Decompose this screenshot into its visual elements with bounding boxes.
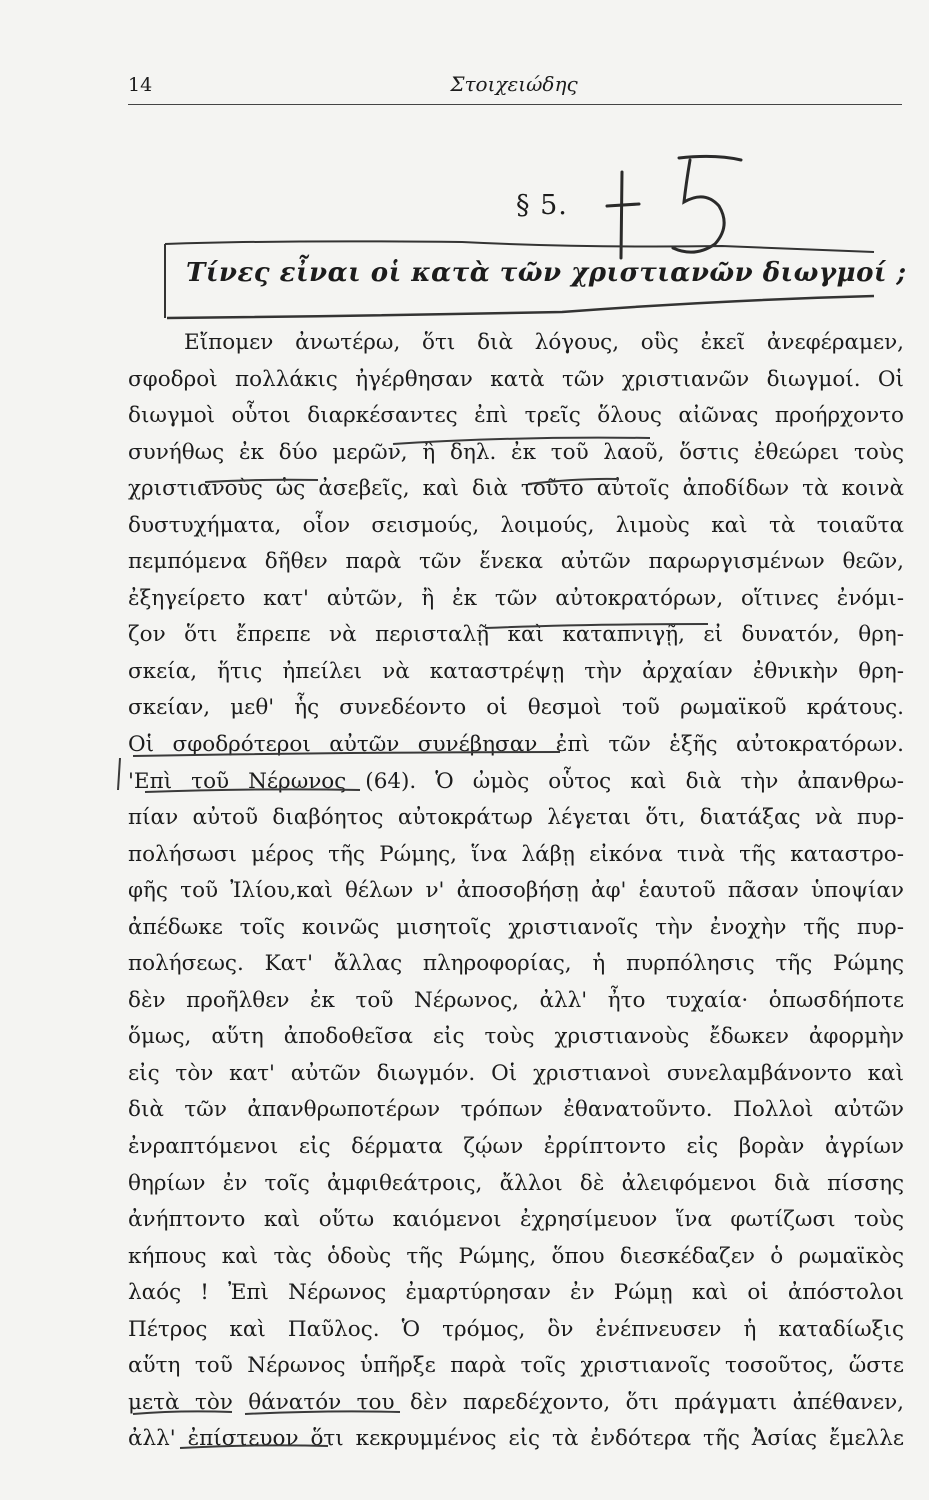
text-line: λαός ! Ἐπὶ Νέρωνος ἐμαρτύρησαν ἐν Ρώμῃ καὶ οἱ ἀπόστολοι bbox=[128, 1280, 904, 1306]
margin-mark bbox=[118, 758, 120, 790]
text-line: Οἱ σφοδρότεροι αὐτῶν συνέβησαν ἐπὶ τῶν ἑξῆς αὐτοκρατόρων. bbox=[128, 732, 904, 758]
text-line: ἀλλ' ἐπίστευον ὅτι κεκρυμμένος εἰς τὰ ἐνδότερα τῆς Ἀσίας ἔμελλε bbox=[128, 1426, 904, 1452]
text-line: πίαν αὐτοῦ διαβόητος αὐτοκράτωρ λέγεται ὅτι, διατάξας νὰ πυρ- bbox=[128, 805, 904, 831]
text-line: συνήθως ἐκ δύο μερῶν, ἢ δηλ. ἐκ τοῦ λαοῦ, ὅστις ἐθεώρει τοὺς bbox=[128, 439, 904, 465]
text-line: πολήσεως. Κατ' ἄλλας πληροφορίας, ἡ πυρπόλησις τῆς Ρώμης bbox=[128, 951, 904, 977]
text-line: φῆς τοῦ Ἰλίου,καὶ θέλων ν' ἀποσοβήσῃ ἀφ' ἑαυτοῦ πᾶσαν ὑποψίαν bbox=[128, 878, 904, 904]
text-line: μετὰ τὸν θάνατόν του δὲν παρεδέχοντο, ὅτι πράγματι ἀπέθανεν, bbox=[128, 1389, 904, 1415]
page-header bbox=[128, 70, 900, 104]
text-line: ὅμως, αὕτη ἀποδοθεῖσα εἰς τοὺς χριστιανοὺς ἔδωκεν ἀφορμὴν bbox=[128, 1024, 904, 1050]
section-number: § 5. bbox=[516, 190, 568, 221]
text-line: ἀνήπτοντο καὶ οὕτω καιόμενοι ἐχρησίμευον ἵνα φωτίζωσι τοὺς bbox=[128, 1207, 904, 1233]
text-line: σκεία, ἥτις ἠπείλει νὰ καταστρέψῃ τὴν ἀρχαίαν ἐθνικὴν θρη- bbox=[128, 658, 904, 684]
text-line: διωγμοὶ οὗτοι διαρκέσαντες ἐπὶ τρεῖς ὅλους αἰῶνας προήρχοντο bbox=[128, 403, 904, 429]
text-line: πολήσωσι μέρος τῆς Ρώμης, ἵνα λάβῃ εἰκόνα τινὰ τῆς καταστρο- bbox=[128, 841, 904, 867]
text-line: ἀπέδωκε τοῖς κοινῶς μισητοῖς χριστιανοῖς τὴν ἐνοχὴν τῆς πυρ- bbox=[128, 914, 904, 940]
text-line: διὰ τῶν ἀπανθρωποτέρων τρόπων ἐθανατοῦντο. Πολλοὶ αὐτῶν bbox=[128, 1097, 904, 1123]
header-rule bbox=[128, 104, 902, 105]
text-line: ἐξηγείρετο κατ' αὐτῶν, ἢ ἐκ τῶν αὐτοκρατόρων, οἵτινες ἐνόμι- bbox=[128, 585, 904, 611]
text-line: ἐνραπτόμενοι εἰς δέρματα ζῴων ἐρρίπτοντο εἰς βορὰν ἀγρίων bbox=[128, 1134, 904, 1160]
text-line: σκείαν, μεθ' ἧς συνεδέοντο οἱ θεσμοὶ τοῦ ρωμαϊκοῦ κράτους. bbox=[128, 695, 904, 721]
text-line: Πέτρος καὶ Παῦλος. Ὁ τρόμος, ὃν ἐνέπνευσεν ἡ καταδίωξις bbox=[128, 1316, 904, 1342]
text-line: δυστυχήματα, οἷον σεισμούς, λοιμούς, λιμοὺς καὶ τὰ τοιαῦτα bbox=[128, 512, 904, 538]
running-title: Στοιχειώδης bbox=[450, 72, 578, 96]
text-line: Εἴπομεν ἀνωτέρω, ὅτι διὰ λόγους, οὓς ἐκεῖ ἀνεφέραμεν, bbox=[184, 330, 904, 355]
text-line: δὲν προῆλθεν ἐκ τοῦ Νέρωνος, ἀλλ' ἦτο τυχαία· ὁπωσδήποτε bbox=[128, 987, 904, 1013]
text-line: 'Επὶ τοῦ Νέρωνος (64). Ὁ ὠμὸς οὗτος καὶ διὰ τὴν ἀπανθρω- bbox=[128, 768, 904, 794]
text-line: πεμπόμενα δῆθεν παρὰ τῶν ἕνεκα αὐτῶν παρωργισμένων θεῶν, bbox=[128, 549, 904, 575]
body-text bbox=[128, 325, 904, 1458]
section-title: Τίνες εἶναι οἱ κατὰ τῶν χριστιανῶν διωγμοί ; bbox=[186, 258, 907, 288]
page-number: 14 bbox=[128, 74, 153, 96]
text-line: κήπους καὶ τὰς ὁδοὺς τῆς Ρώμης, ὅπου διεσκέδαζεν ὁ ρωμαϊκὸς bbox=[128, 1243, 904, 1269]
text-line: αὕτη τοῦ Νέρωνος ὑπῆρξε παρὰ τοῖς χριστιανοῖς τοσοῦτος, ὥστε bbox=[128, 1353, 904, 1379]
text-line: εἰς τὸν κατ' αὐτῶν διωγμόν. Οἱ χριστιανοὶ συνελαμβάνοντο καὶ bbox=[128, 1060, 904, 1086]
text-line: σφοδροὶ πολλάκις ἠγέρθησαν κατὰ τῶν χριστιανῶν διωγμοί. Οἱ bbox=[128, 366, 904, 392]
text-line: χριστιανοὺς ὡς ἀσεβεῖς, καὶ διὰ τοῦτο αὐτοῖς ἀποδίδων τὰ κοινὰ bbox=[128, 476, 904, 502]
text-line: ζον ὅτι ἔπρεπε νὰ περισταλῇ καὶ καταπνιγῇ, εἰ δυνατόν, θρη- bbox=[128, 622, 904, 648]
text-line: θηρίων ἐν τοῖς ἀμφιθεάτροις, ἄλλοι δὲ ἀλειφόμενοι διὰ πίσσης bbox=[128, 1170, 904, 1196]
